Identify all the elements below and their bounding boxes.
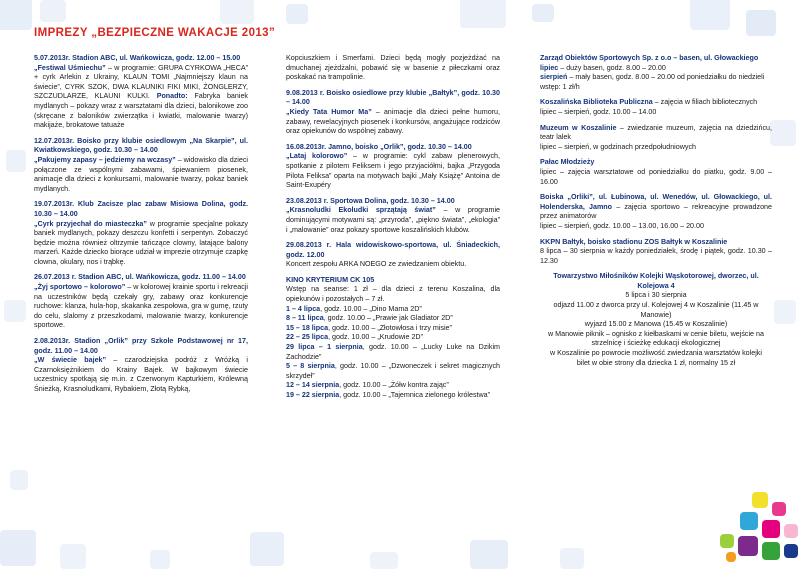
event-entry: 16.08.2013r. Jamno, boisko „Orlik”, godz. 10.30 – 14.00 „Lataj kolorowo” – w programie: cykl zabaw plenerowych, spotkanie z pilotem Feliksem i jego przyjaciółmi, bajka „Przygoda Pilota Feliksa” oparta na motywach bajki „Mały Książę” Antoina de Saint-Exupéry — [286, 142, 500, 190]
venue-heading: Zarząd Obiektów Sportowych Sp. z o.o – basen, ul. Głowackiego — [540, 54, 759, 62]
venue-entry: Koszalińska Biblioteka Publiczna – zajęcia w filiach bibliotecznych lipiec – sierpień, godz. 10.00 – 14.00 — [540, 98, 758, 116]
event-heading: 9.08.2013 r. Boisko osiedlowe przy klubie „Bałtyk”, godz. 10.30 – 14.00 — [286, 88, 500, 107]
list-item: w Manowie piknik – ognisko z kiełbaskami w cenie biletu, wejście na strzelnicę i ścieżkę edukacji ekologicznej — [548, 329, 764, 348]
event-heading: 16.08.2013r. Jamno, boisko „Orlik”, godz. 10.30 – 14.00 — [286, 142, 472, 151]
event-entry: 29.08.2013 r. Hala widowiskowo-sportowa, ul. Śniadeckich, godz. 12.00 Koncert zespołu ARKA NOEGO ze zwiedzaniem obiektu. — [286, 241, 500, 269]
list-item: 29 lipca – 1 sierpnia, godz. 10.00 – „Lucky Luke na Dzikim Zachodzie” — [286, 343, 500, 361]
venue-entry: Zarząd Obiektów Sportowych Sp. z o.o – basen, ul. Głowackiego lipiec – duży basen, godz. 8.00 – 20.00 sierpień – mały basen, godz. 8.00 – 20.00 od poniedziałku do niedzieli wstęp: 1 zł/h — [540, 54, 765, 91]
event-heading: 23.08.2013 r. Sportowa Dolina, godz. 10.30 – 14.00 — [286, 196, 455, 205]
logo-squares — [700, 490, 800, 569]
venue-heading: Boiska „Orliki”, ul. Łubinowa, ul. Wenedów, ul. Głowackiego, ul. Holenderska, Jamno — [540, 193, 772, 211]
event-heading: 2.08.2013r. Stadion „Orlik” przy Szkole Podstawowej nr 17, godz. 11.00 – 14.00 — [34, 337, 248, 355]
event-name: „Cyrk przyjechał do miasteczka” — [34, 219, 147, 228]
continued-text: Kopciuszkiem i Smerfami. Dzieci będą mogły pozjeżdżać na dmuchanej zjeżdżalni, pobawić się w basenie z piłeczkami oraz poskakać na trampolinie. — [286, 54, 500, 82]
event-heading: 5.07.2013r. Stadion ABC, ul. Wańkowicza, godz. 12.00 – 15.00 — [34, 54, 241, 62]
event-name: „Żyj sportowo – kolorowo” — [34, 283, 126, 292]
event-name: „W świecie bajek” — [34, 356, 107, 365]
list-item: 15 – 18 lipca, godz. 10.00 – „Złotowłosa i trzy misie” — [286, 323, 452, 332]
list-item: 19 – 22 sierpnia, godz. 10.00 – „Tajemnica zielonego królestwa” — [286, 391, 491, 399]
column-1 — [34, 54, 248, 401]
event-heading: 19.07.2013r. Klub Zacisze plac zabaw Misiowa Dolina, godz. 10.30 – 14.00 — [34, 200, 248, 218]
event-entry: 2.08.2013r. Stadion „Orlik” przy Szkole Podstawowej nr 17, godz. 11.00 – 14.00 „W świecie bajek” – czarodziejska podróż z Wróżką i Czarnoksiężnikiem do Krainy Bajek. W bajkowym świecie uczestnicy spotkają się m.in. z Czerwonym Kapturkiem, Królewną Śnieżką, Krasnoludkami, Rybakiem, Złotą Rybką, — [34, 337, 248, 393]
event-entry: 12.07.2013r. Boisko przy klubie osiedlowym „Na Skarpie”, ul. Kwiatkowskiego, godz. 10.30 – 14.00 „Pakujemy zapasy – jedziemy na wczasy” – widowisko dla dzieci połączone ze wspólnymi zabawami, śpiewaniem piosenek, animacje dla dzieci z konkursami, malowanie twarzy, pokaz baniek mydlanych. — [34, 136, 248, 193]
event-heading: 29.08.2013 r. Hala widowiskowo-sportowa, ul. Śniadeckich, godz. 12.00 — [286, 241, 500, 259]
event-entry: 19.07.2013r. Klub Zacisze plac zabaw Misiowa Dolina, godz. 10.30 – 14.00 „Cyrk przyjechał do miasteczka” w programie specjalne pokazy baniek mydlanych, pokazy deszczu konfetti i serpentyn. Zobaczyć będzie można również oltrzymie tańczące clowny, latające balony marzeń. Każde dziecko biorące udział w imprezie otrzymuje czapkę clowna, okulary, nos i trąbkę. — [34, 200, 248, 266]
list-item: 22 – 25 lipca, godz. 10.00 – „Krudowie 2D” — [286, 333, 423, 342]
venue-heading: Towarzystwo Miłośników Kolejki Wąskotorowej, dworzec, ul. Kolejowa 4 — [553, 272, 759, 290]
venue-heading: KKPN Bałtyk, boisko stadionu ZOS Bałtyk w Koszalinie — [540, 237, 728, 246]
kino-intro: Wstęp na seanse: 1 zł – dla dzieci z terenu Koszalina, dla opiekunów i pozostałych – 7 zł. — [286, 285, 500, 304]
event-name: „Pakujemy zapasy – jedziemy na wczasy” — [34, 155, 176, 164]
list-item: 5 lipca i 30 sierpnia — [625, 291, 687, 300]
list-item: 1 – 4 lipca, godz. 10.00 – „Dino Mama 2D” — [286, 304, 422, 313]
list-item: bilet w obie strony dla dziecka 1 zł, normalny 15 zł — [576, 358, 736, 367]
venue-entry: Pałac Młodzieży lipiec – zajęcia warsztatowe od poniedziałku do piatku, godz. 9.00 – 16.00 — [540, 158, 772, 186]
event-heading: 26.07.2013 r. Stadion ABC, ul. Wańkowicza, godz. 11.00 – 14.00 — [34, 273, 246, 282]
kino-section — [286, 276, 500, 401]
venue-heading: Pałac Młodzieży — [540, 158, 595, 167]
event-name: „Kiedy Tata Humor Ma” — [286, 107, 372, 116]
list-item: 12 – 14 sierpnia, godz. 10.00 – „Żółw kontra zając” — [286, 381, 449, 390]
venue-heading: Muzeum w Koszalinie — [540, 123, 617, 132]
event-name: „Lataj kolorowo” — [286, 152, 348, 161]
venue-entry: Muzeum w Koszalinie – zwiedzanie muzeum, zajęcia na dziedzińcu, teatr lalek lipiec – sierpień, w godzinach przedpołudniowych — [540, 123, 772, 151]
page-title: IMPREZY „BEZPIECZNE WAKACJE 2013” — [34, 27, 276, 39]
column-3 — [540, 54, 772, 368]
list-item: wyjazd 15.00 z Manowa (15.45 w Koszalinie) — [584, 320, 728, 329]
event-entry: 26.07.2013 r. Stadion ABC, ul. Wańkowicza, godz. 11.00 – 14.00 „Żyj sportowo – kolorowo” – w kolorowej krainie sportu i rekreacji na uczestników będą czekały gry, zabawy oraz konkurencje ruchowe: klanza, hula-hop, skakanka zespołowa, gra w gumę, rzuty do celu, slalomy z przeszkodami, malowanie twarzy, konkurencje sportowe. — [34, 273, 248, 330]
venue-entry — [540, 272, 772, 368]
list-item: 8 – 11 lipca, godz. 10.00 – „Prawie jak Gladiator 2D” — [286, 314, 453, 323]
event-entry: 5.07.2013r. Stadion ABC, ul. Wańkowicza, godz. 12.00 – 15.00 „Festiwal Uśmiechu” – w programie: GRUPA CYRKOWA „HECA” + cyrk Arlekin z Ukrainy, KLAUN TOMI „Najmniejszy klaun na świecie”, CYRK SZOK, DWA KLAUNIKI FIKI MIKI, ŻONGLERZY, SZCZUDLARZE, KLAUNI KULKI. Ponadto: Fabryka baniek mydlanych – pokazy wraz z warsztatami dla dzieci, balonikowe zoo (skręcane z baloników zwierzątka i kwiatki, malowanie twarzy) makijaże, brokatowe tatuaże — [34, 54, 248, 130]
list-item: 5 – 8 sierpnia, godz. 10.00 – „Dzwoneczek i sekret magicznych skrzydeł” — [286, 362, 500, 380]
event-heading: 12.07.2013r. Boisko przy klubie osiedlowym „Na Skarpie”, ul. Kwiatkowskiego, godz. 10.30 – 14.00 — [34, 136, 248, 155]
list-item: odjazd 11.00 z dworca przy ul. Kolejowej 4 w Koszalinie (11.45 w Manowie) — [553, 301, 759, 319]
venue-entry: KKPN Bałtyk, boisko stadionu ZOS Bałtyk w Koszalinie 8 lipca – 30 sierpnia w każdy poniedziałek, środę i piątek, godz. 10.30 – 12.30 — [540, 237, 772, 265]
kino-heading: KINO KRYTERIUM CK 105 — [286, 275, 375, 284]
event-name: „Krasnoludki Ekoludki sprzątają świat” — [286, 206, 436, 215]
venue-heading: Koszalińska Biblioteka Publiczna — [540, 98, 653, 107]
event-name: „Festiwal Uśmiechu” — [34, 63, 106, 72]
venue-entry: Boiska „Orliki”, ul. Łubinowa, ul. Wenedów, ul. Głowackiego, ul. Holenderska, Jamno – zajęcia sportowo – rekreacyjne prowadzone przez animatorów lipiec – sierpień, godz. 10.00 – 13.00, 16.00 – 20.00 — [540, 193, 772, 230]
event-entry: 9.08.2013 r. Boisko osiedlowe przy klubie „Bałtyk”, godz. 10.30 – 14.00 „Kiedy Tata Humor Ma” – animacje dla dzieci pełne humoru, zabawy, rewelacyjnych piosenek i konkursów, angażujące rodziców oraz opiekunów do wspólnej zabawy. — [286, 88, 500, 136]
column-2 — [286, 54, 500, 401]
list-item: w Koszalinie po powrocie możliwość zwiedzania warsztatów kolejki — [550, 349, 762, 358]
event-entry: 23.08.2013 r. Sportowa Dolina, godz. 10.30 – 14.00 „Krasnoludki Ekoludki sprzątają świat” – w programie dominującymi motywami są: „przyroda”, „piękno świata”, „ekologia” i „malowanie” oraz pokazy sportowe koszalińskich klubów. — [286, 196, 500, 234]
